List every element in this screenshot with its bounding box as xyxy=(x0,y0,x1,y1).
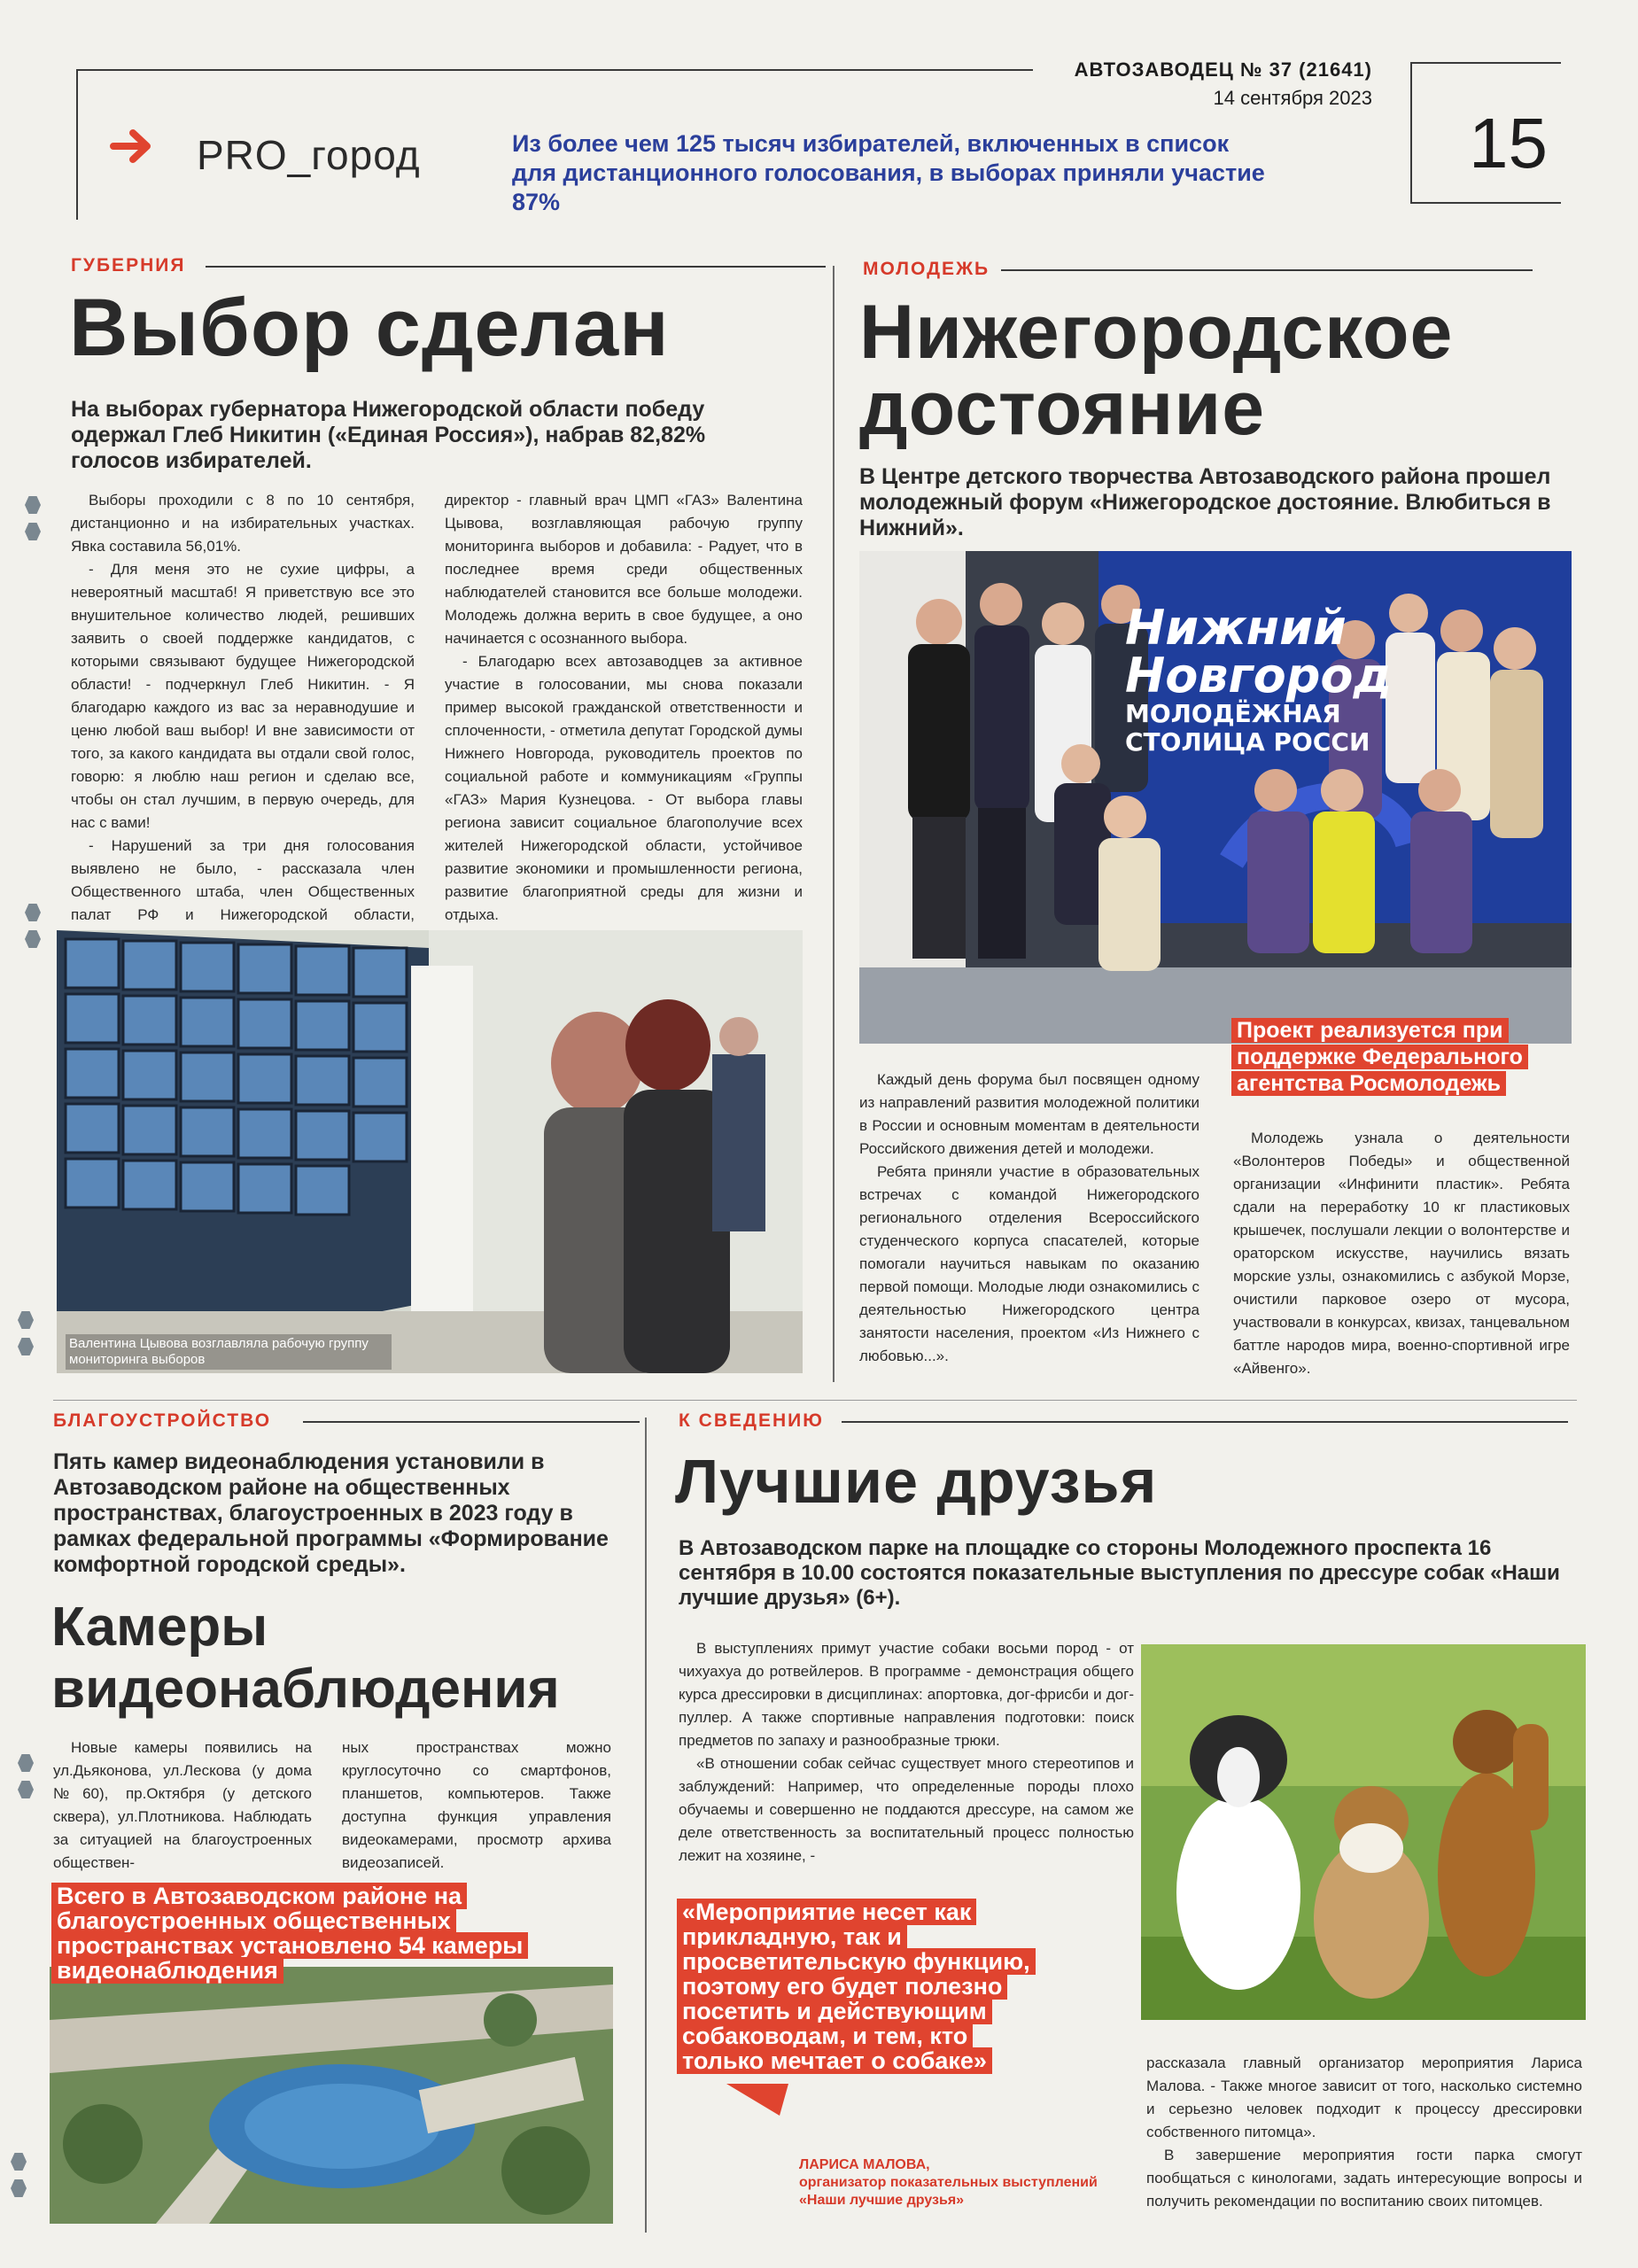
body-column-1 xyxy=(859,1068,1199,1368)
body-column-1 xyxy=(53,1736,312,1875)
banner-slogan: МОЛОДЁЖНАЯ xyxy=(1125,699,1341,728)
paragraph: Каждый день форума был посвящен одному из направлений развития молодежной политики в России и основным моментам в деятельности Российского движения детей и молодежи. xyxy=(859,1071,1199,1157)
photo-dogs xyxy=(1141,1644,1586,2020)
rubric: БЛАГОУСТРОЙСТВО xyxy=(53,1410,272,1431)
dogs-illustration xyxy=(1141,1644,1586,2020)
highlight-box xyxy=(51,1884,609,1983)
headline-line: видеонаблюдения xyxy=(51,1658,560,1720)
photo-aerial-park xyxy=(50,1967,613,2224)
monitoring-room-illustration xyxy=(57,930,803,1373)
lead: Пять камер видеонаблюдения установили в Автозаводском районе на общественных пространствах, благоустроенных в 2023 году в рамках федеральной программы «Формирование комфортной городской среды». xyxy=(53,1449,609,1577)
arrow-right-icon xyxy=(110,124,156,168)
paragraph: директор - главный врач ЦМП «ГАЗ» Валентина Цывова, возглавляющая рабочую группу мониторинга выборов и добавила: - Радует, что в последнее время среди общественных наблюдателей становится все больше молодежи. Молодежь должна верить в свое будущее, а оно начинается с осознанного выбора. xyxy=(445,492,803,647)
headline: Лучшие друзья xyxy=(675,1447,1158,1516)
header-divider xyxy=(1410,62,1412,204)
rubric-rule xyxy=(1001,269,1533,271)
rubric-rule xyxy=(842,1421,1568,1423)
lead: В Автозаводском парке на площадке со стороны Молодежного проспекта 16 сентября в 10.00 состоятся показательные выступления по дрессуре собак «Наши лучшие друзья» (6+). xyxy=(679,1536,1560,1610)
paragraph: В выступлениях примут участие собаки восьми пород - от чихуахуа до ротвейлеров. В программе - демонстрация общего курса дрессировки в дисциплинах: апортовка, дог-фрисби и дог-пуллер. А также спортивные направления подготовки: поиск предметов по запаху и разнообразные трюки. xyxy=(679,1640,1134,1749)
headline-line: Камеры xyxy=(51,1596,268,1658)
paragraph: Молодежь узнала о деятельности «Волонтеров Победы» и общественной организации «Инфинити пластик». Ребята сдали на переработку 10 кг пластиковых крышечек, послушали лекции о волонтерстве и ораторском искусстве, научились вязать морские узлы, ознакомились с азбукой Морзе, очистили парковое озеро от мусора, участвовали в конкурсах, квизах, танцевальном баттле народов мира, военно-спортивной игре «Айвенго». xyxy=(1233,1130,1570,1377)
body-column-1 xyxy=(71,489,415,950)
paragraph: Новые камеры появились на ул.Дьяконова, ул.Лескова (у дома №60), пр.Октября (у детского сквера), ул.Плотникова. Наблюдать за ситуацией на благоустроенных обществен- xyxy=(53,1739,312,1871)
banner-slogan: СТОЛИЦА РОССИ xyxy=(1125,727,1370,757)
photo-forum-group xyxy=(859,551,1572,1044)
lead: На выборах губернатора Нижегородской области победу одержал Глеб Никитин («Единая Россия»), набрав 82,82% голосов избирателей. xyxy=(71,397,706,473)
section-title: PRO_город xyxy=(197,132,421,178)
paragraph: Ребята приняли участие в образовательных встречах с командой Нижегородского регионального отделения Всероссийского студенческого корпуса спасателей, которые помогали научиться навыкам по оказанию первой помощи. Молодые люди ознакомились с деятельностью Нижегородского центра занятости населения, проектом «Из Нижнего с любовью...». xyxy=(859,1163,1199,1364)
rubric: ГУБЕРНИЯ xyxy=(71,255,186,276)
headline-line: Нижегородское xyxy=(859,290,1454,375)
paragraph: «В отношении собак сейчас существует много стереотипов и заблуждений: Например, что определенные породы плохо обучаемы и совершенно не поддаются дрессуре, на самом же деле ответственность за воспитательный процесс полностью лежит на хозяине, - xyxy=(679,1755,1134,1864)
body-column-2 xyxy=(1233,1127,1570,1380)
banner-text xyxy=(1125,600,1568,757)
paragraph: - Для меня это не сухие цифры, а невероятный масштаб! Я приветствую все это внушительное количество людей, решивших заявить о своей поддержке кандидатов, с которыми связывают будущее Нижегородской области! - подчеркнул Глеб Никитин. - Я благодарю каждого из вас за неравнодушие и ценю любой ваш выбор! И вне зависимости от того, за какого кандидата вы отдали свой голос, говорю: я люблю наш регион и сделаю все, чтобы он стал лучшим, в первую очередь, для нас с вами! xyxy=(71,561,415,831)
header-page-rule xyxy=(1410,62,1561,64)
headline xyxy=(51,1596,560,1720)
rubric: К СВЕДЕНИЮ xyxy=(679,1410,824,1431)
quote-tail-icon xyxy=(726,2084,797,2119)
page-number: 15 xyxy=(1469,104,1548,183)
article-election xyxy=(0,248,833,1382)
article-cameras xyxy=(0,1400,647,2233)
page-header xyxy=(0,0,1638,230)
pull-quote xyxy=(677,1899,1049,2073)
highlight-text: Всего в Автозаводском районе на благоустроенных общественных пространствах установлено 54 камеры видеонаблюдения xyxy=(51,1883,528,1984)
column-divider xyxy=(833,266,835,1382)
banner-city: Новгород xyxy=(1125,648,1393,703)
headline: Выбор сделан xyxy=(69,283,670,373)
paragraph: - Нарушений за три дня голосования выявлено не было, - рассказала член Общественного штаба, член Общественных палат РФ и Нижегородской области, xyxy=(71,837,415,923)
headline-line: достояние xyxy=(859,366,1266,451)
rubric: МОЛОДЕЖЬ xyxy=(863,259,990,279)
paragraph: рассказала главный организатор мероприятия Лариса Малова. - Также многое зависит от того, насколько системно и серьезно человек подходит к процессу дрессировки собственного питомца». xyxy=(1146,2054,1582,2140)
paragraph: В завершение мероприятия гости парка смогут пообщаться с кинологами, задать интересующие вопросы и получить рекомендации по воспитанию своих питомцев. xyxy=(1146,2147,1582,2210)
caption-text: Проект реализуется при поддержке Федерального агентства Росмолодежь xyxy=(1231,1018,1528,1096)
lead: В Центре детского творчества Автозаводского района прошел молодежный форум «Нижегородское достояние. Влюбиться в Нижний». xyxy=(859,464,1551,540)
aerial-park-illustration xyxy=(50,1967,613,2224)
header-top-rule xyxy=(76,69,1033,71)
quote-author-role: организатор показательных выступлений «Наши лучшие друзья» xyxy=(799,2175,1098,2208)
photo-monitoring-room xyxy=(57,930,803,1373)
header-lead: Из более чем 125 тысяч избирателей, включенных в список для дистанционного голосования, в выборах приняли участие 87% xyxy=(512,130,1265,215)
rubric-rule xyxy=(206,266,826,268)
paragraph: Выборы проходили с 8 по 10 сентября, дистанционно и на избирательных участках. Явка составила 56,01%. xyxy=(71,492,415,555)
paper-name: АВТОЗАВОДЕЦ № 37 (21641) xyxy=(1074,58,1372,81)
header-page-rule-bottom xyxy=(1410,202,1561,204)
body-column-2 xyxy=(342,1736,611,1875)
body-after-quote xyxy=(1146,2052,1582,2213)
quote-text: «Мероприятие несет как прикладную, так и просветительскую функцию, поэтому его будет полезно посетить и действующим собаководам, и тем, кто только мечтает о собаке» xyxy=(677,1899,1036,2074)
banner-city: Нижний xyxy=(1125,600,1347,656)
rubric-rule xyxy=(303,1421,640,1423)
paragraph: - Благодарю всех автозаводцев за активное участие в голосовании, мы снова показали пример высокой гражданской ответственности и сплоченности, - отметила депутат Городской думы Нижнего Новгорода, руководитель проектов по социальной работе и коммуникациям «Группы «ГАЗ» Мария Кузнецова. - От выбора главы региона зависит социальное благополучие всех жителей Нижегородской области, устойчивое развитие экономики и промышленности региона, развитие благоприятной среды для жизни и отдыха. xyxy=(445,653,803,923)
body-column-2 xyxy=(445,489,803,927)
header-left-rule xyxy=(76,69,78,220)
quote-author-name: ЛАРИСА МАЛОВА, xyxy=(799,2157,930,2172)
headline xyxy=(859,290,1454,451)
photo-caption-highlight xyxy=(1231,1017,1568,1097)
article-dogs xyxy=(656,1400,1595,2233)
article-youth xyxy=(850,248,1586,1382)
body-main xyxy=(679,1637,1134,1868)
issue-date: 14 сентября 2023 xyxy=(1213,87,1372,109)
paragraph: ных пространствах можно круглосуточно со смартфонов, планшетов, компьютеров. Также доступна функция управления видеокамерами, просмотр архива видеозаписей. xyxy=(342,1739,611,1871)
photo-caption: Валентина Цывова возглавляла рабочую группу мониторинга выборов xyxy=(66,1334,392,1370)
column-divider xyxy=(645,1418,647,2233)
quote-author xyxy=(799,2156,1118,2210)
